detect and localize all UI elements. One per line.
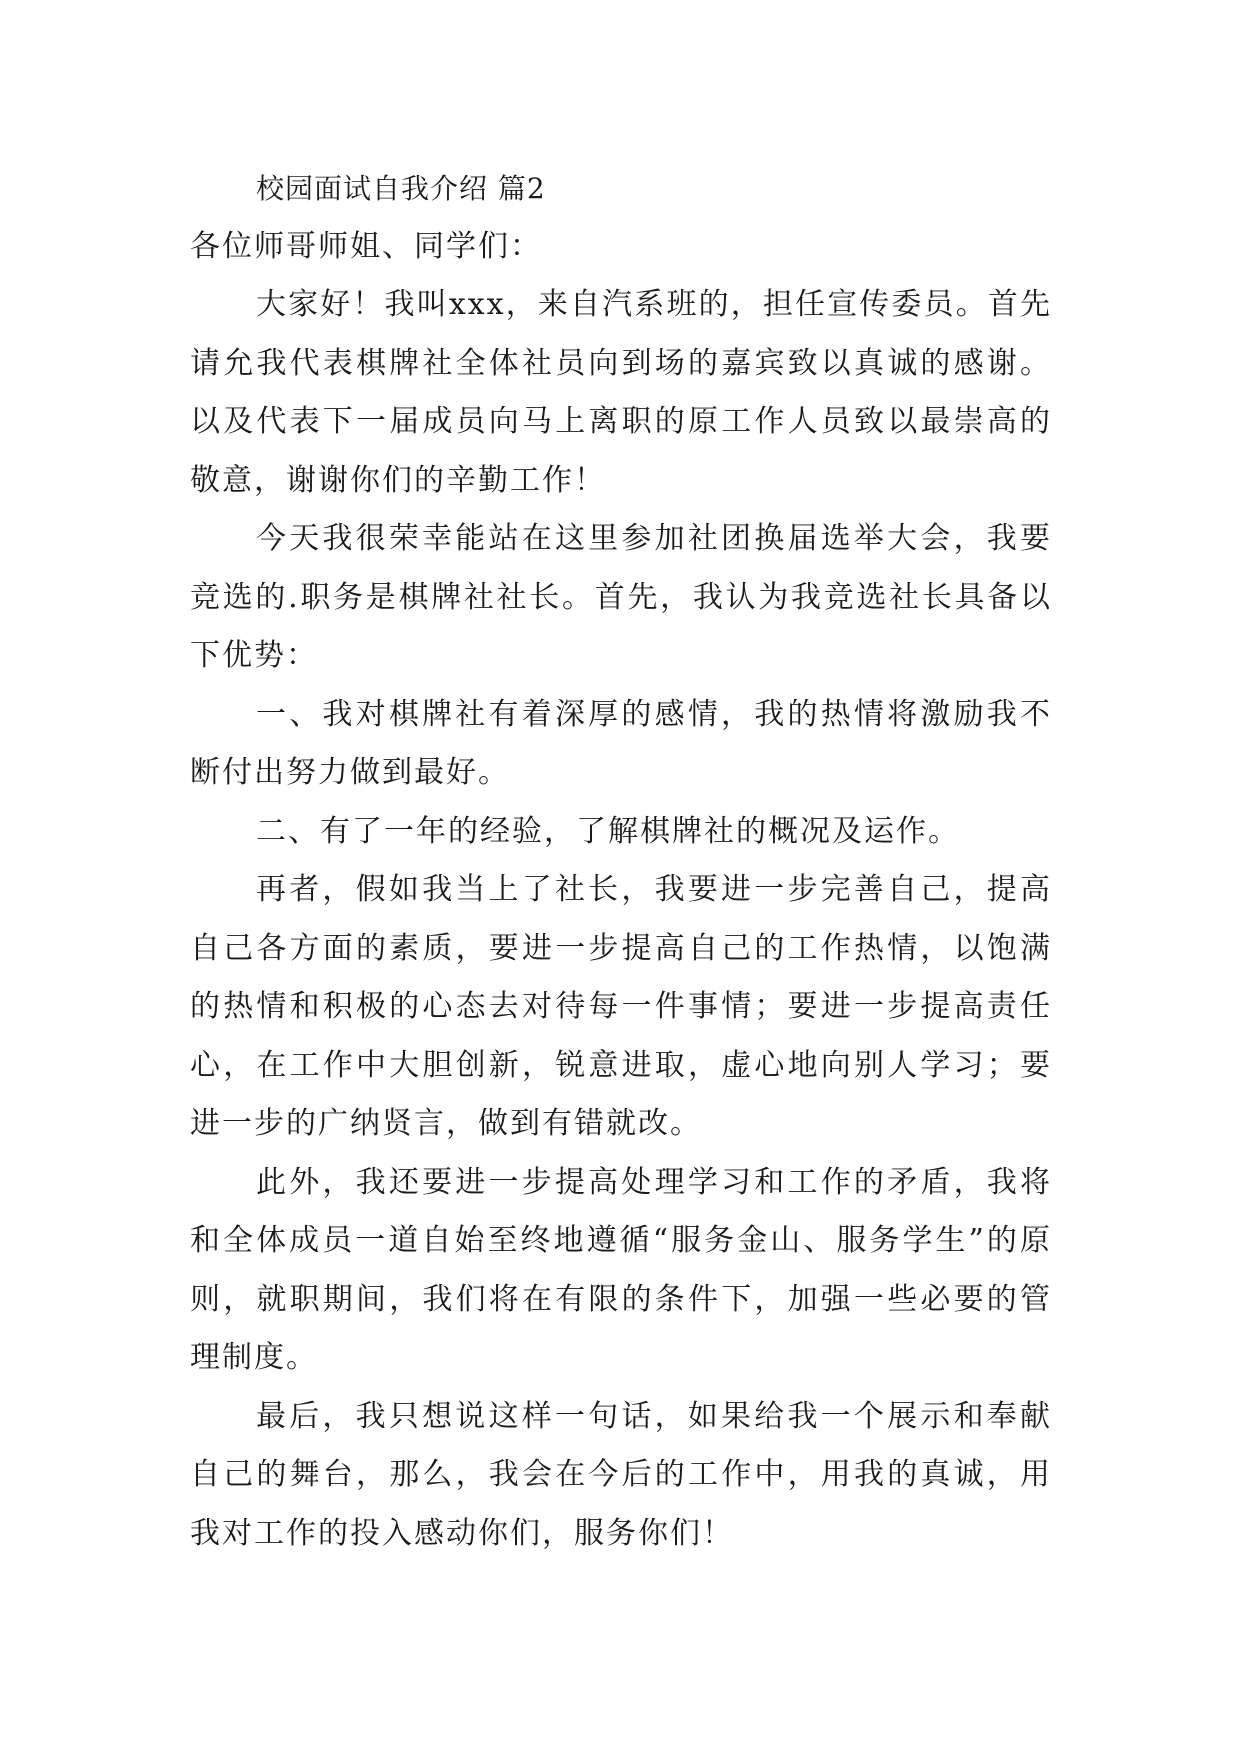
document-body: [190, 160, 1052, 1563]
paragraph-principles: 此外，我还要进一步提高处理学习和工作的矛盾，我将和全体成员一道自始至终地遵循“服务金山、服务学生”的原则，就职期间，我们将在有限的条件下，加强一些必要的管理制度。: [190, 1164, 1052, 1375]
paragraph-advantage-two: 二、有了一年的经验，了解棋牌社的概况及运作。: [256, 813, 960, 849]
paragraph-closing: 最后，我只想说这样一句话，如果给我一个展示和奉献自己的舞台，那么，我会在今后的工作中，用我的真诚，用我对工作的投入感动你们，服务你们！: [190, 1398, 1052, 1551]
paragraph-plans: 再者，假如我当上了社长，我要进一步完善自己，提高自己各方面的素质，要进一步提高自己的工作热情，以饱满的热情和积极的心态去对待每一件事情；要进一步提高责任心，在工作中大胆创新，锐意进取，虚心地向别人学习；要进一步的广纳贤言，做到有错就改。: [190, 872, 1052, 1141]
document-title: 校园面试自我介绍 篇2: [256, 172, 546, 205]
paragraph-greeting: 大家好！我叫xxx，来自汽系班的，担任宣传委员。首先请允我代表棋牌社全体社员向到场的嘉宾致以真诚的感谢。以及代表下一届成员向马上离职的原工作人员致以最崇高的敬意，谢谢你们的辛勤工作！: [190, 287, 1052, 498]
paragraph-advantage-one: 一、我对棋牌社有着深厚的感情，我的热情将激励我不断付出努力做到最好。: [190, 696, 1052, 790]
paragraph-candidacy: 今天我很荣幸能站在这里参加社团换届选举大会，我要竞选的.职务是棋牌社社长。首先，我认为我竞选社长具备以下优势：: [190, 521, 1052, 673]
salutation: 各位师哥师姐、同学们：: [190, 229, 542, 264]
